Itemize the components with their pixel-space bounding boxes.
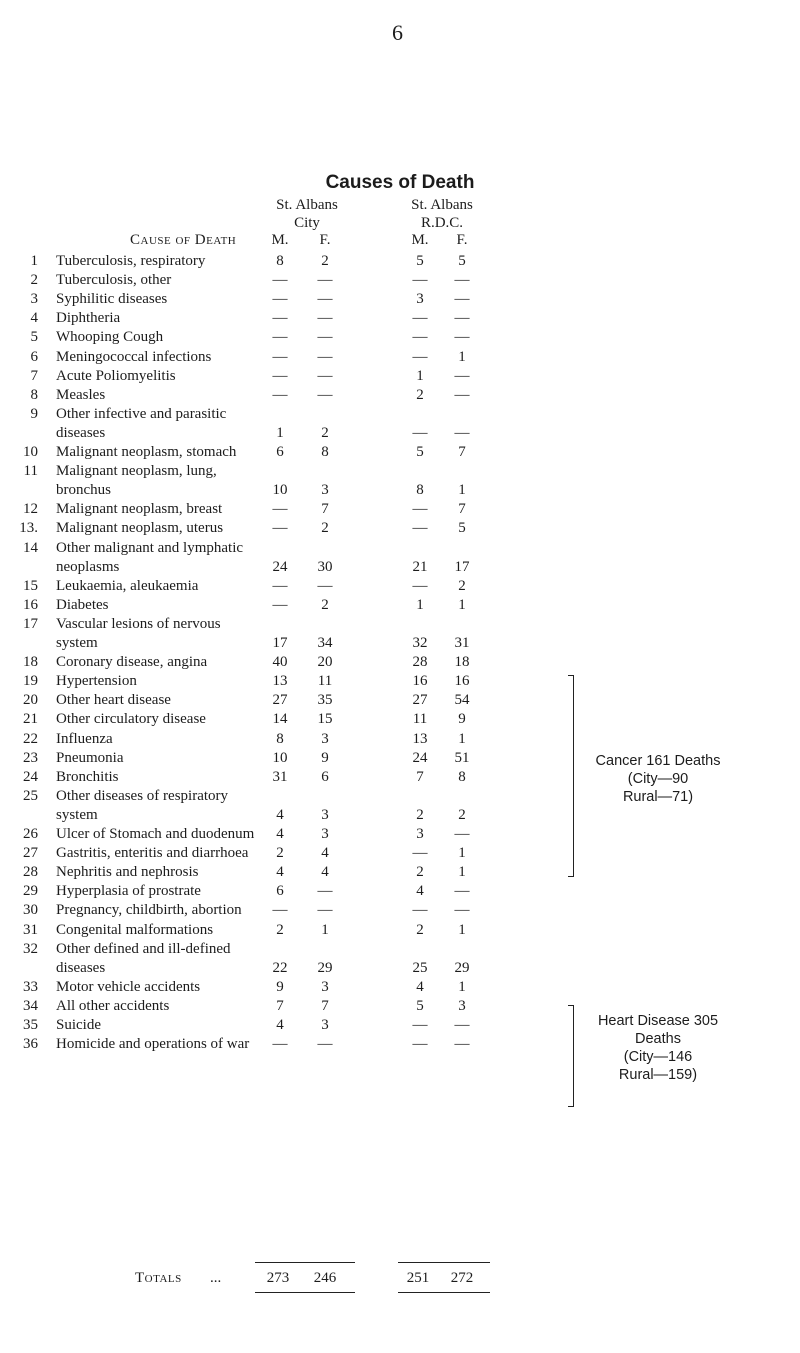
cause-column-header: Cause of Death	[130, 232, 237, 248]
row-number: 3	[30, 291, 38, 308]
row-number: 6	[30, 348, 38, 365]
cell-city-f: —	[317, 1036, 333, 1053]
page-title: Causes of Death	[325, 172, 475, 193]
cause-label: Meningococcal infections	[56, 348, 212, 365]
cause-label: Hypertension	[56, 673, 137, 690]
cell-rdc-f: 1	[458, 482, 466, 499]
heart-note-line3: (City—146	[623, 1049, 693, 1065]
cell-city-f: 3	[321, 978, 329, 995]
cell-city-m: 4	[276, 1017, 284, 1033]
cancer-note-line3: Rural—71)	[622, 789, 694, 805]
table-row	[0, 690, 800, 709]
table-row	[0, 366, 800, 385]
cell-city-f: 4	[321, 845, 329, 862]
cell-rdc-f: 1	[458, 978, 466, 995]
rdc-header	[397, 196, 487, 232]
cell-city-f: 2	[321, 253, 329, 269]
cell-city-f: 11	[317, 673, 333, 690]
totals-rdc-m: 251	[406, 1270, 430, 1286]
cell-rdc-m: —	[412, 348, 428, 365]
row-number: 13.	[19, 520, 38, 537]
row-number: 31	[23, 921, 38, 938]
cause-label: Other malignant and lymphatic	[56, 539, 244, 556]
cell-rdc-f: 18	[454, 654, 470, 671]
table-row	[0, 595, 800, 614]
row-number: 17	[23, 615, 38, 632]
cell-city-f: 1	[321, 921, 329, 938]
cell-rdc-f: 8	[458, 768, 466, 785]
cell-rdc-m: 2	[416, 386, 424, 403]
cell-city-f: —	[317, 367, 333, 384]
cell-rdc-m: 2	[416, 921, 424, 938]
cause-label: Syphilitic diseases	[56, 291, 168, 308]
cell-city-m: 9	[276, 978, 284, 995]
cell-city-m: 24	[272, 558, 288, 575]
cell-city-m: 7	[276, 997, 284, 1014]
cause-label: Gastritis, enteritis and diarrhoea	[56, 845, 249, 862]
cell-city-f: 3	[321, 806, 329, 823]
row-number: 34	[23, 997, 38, 1014]
table-row	[0, 270, 800, 289]
cell-rdc-m: —	[412, 902, 428, 919]
heart-note-line4: Rural—159)	[618, 1067, 698, 1083]
cell-city-f: —	[317, 272, 333, 289]
table-row	[0, 518, 800, 537]
cause-label: Measles	[56, 386, 106, 403]
cell-rdc-f: 17	[454, 558, 470, 575]
cell-city-f: 34	[317, 634, 333, 651]
cell-rdc-f: 1	[458, 845, 466, 862]
cell-rdc-f: 1	[458, 596, 466, 613]
row-number: 33	[23, 978, 38, 995]
cell-city-m: 31	[272, 768, 288, 785]
cell-rdc-m: —	[412, 501, 428, 518]
cell-city-f: 3	[321, 730, 329, 747]
row-number: 26	[23, 826, 38, 842]
cell-rdc-m: —	[412, 424, 428, 441]
cell-city-m: 4	[276, 826, 284, 842]
cause-label: Acute Poliomyelitis	[56, 367, 176, 384]
cell-city-m: —	[272, 272, 288, 289]
cancer-note	[578, 752, 738, 806]
cause-label-continued: bronchus	[56, 482, 111, 499]
cell-rdc-m: 28	[412, 654, 428, 671]
cell-rdc-f: 1	[458, 864, 466, 881]
cell-rdc-f: 5	[458, 520, 466, 537]
cell-city-f: 29	[317, 959, 333, 976]
cell-rdc-f: 51	[454, 749, 470, 766]
cell-city-m: 10	[272, 749, 288, 766]
cell-rdc-m: 16	[412, 673, 428, 690]
heart-note-line1: Heart Disease 305	[597, 1013, 719, 1029]
cause-label: Diphtheria	[56, 310, 121, 327]
cell-rdc-m: 8	[416, 482, 424, 499]
heart-note-line2: Deaths	[635, 1031, 681, 1047]
cause-label: All other accidents	[56, 997, 170, 1014]
row-number: 14	[23, 539, 38, 556]
cell-city-f: 3	[321, 826, 329, 842]
cell-rdc-m: 13	[412, 730, 428, 747]
cell-city-f: 2	[321, 424, 329, 441]
table-row	[0, 671, 800, 690]
cell-rdc-f: —	[454, 291, 470, 308]
cell-rdc-f: —	[454, 826, 470, 842]
cause-label: Other circulatory disease	[56, 711, 206, 728]
row-number: 28	[23, 864, 38, 881]
cell-city-m: 4	[276, 806, 284, 823]
row-number: 5	[30, 329, 38, 346]
cause-label: Malignant neoplasm, uterus	[56, 520, 224, 537]
row-number: 9	[30, 405, 38, 422]
cell-rdc-m: 5	[416, 253, 424, 269]
row-number: 27	[23, 845, 38, 862]
totals-rdc-f: 272	[450, 1270, 474, 1286]
row-number: 12	[23, 501, 38, 518]
city-m-header: M.	[271, 232, 289, 248]
cell-city-m: —	[272, 501, 288, 518]
cell-city-f: —	[317, 883, 333, 900]
cell-city-f: 7	[321, 997, 329, 1014]
cell-city-m: 2	[276, 845, 284, 862]
cell-city-f: —	[317, 329, 333, 346]
cell-city-f: —	[317, 577, 333, 594]
cause-label: Tuberculosis, respiratory	[56, 253, 206, 269]
row-number: 24	[23, 768, 38, 785]
cell-city-f: —	[317, 348, 333, 365]
cell-city-m: —	[272, 386, 288, 403]
row-number: 29	[23, 883, 38, 900]
table-row	[0, 538, 800, 576]
cell-city-f: —	[317, 902, 333, 919]
cell-rdc-m: —	[412, 845, 428, 862]
cell-rdc-f: 2	[458, 577, 466, 594]
table-row	[0, 709, 800, 728]
cell-city-f: 30	[317, 558, 333, 575]
cell-rdc-f: —	[454, 272, 470, 289]
cell-rdc-m: —	[412, 310, 428, 327]
table-row	[0, 652, 800, 671]
cell-rdc-f: 16	[454, 673, 470, 690]
cancer-note-line2: (City—90	[627, 771, 689, 787]
cell-city-m: 6	[276, 444, 284, 460]
row-number: 10	[23, 444, 38, 460]
row-number: 21	[23, 711, 38, 728]
cell-city-f: 4	[321, 864, 329, 881]
cell-rdc-f: —	[454, 1036, 470, 1053]
cell-rdc-f: —	[454, 902, 470, 919]
totals-city-f: 246	[313, 1270, 337, 1286]
row-number: 20	[23, 692, 38, 709]
cell-rdc-f: 1	[458, 921, 466, 938]
cause-label-continued: system	[56, 634, 98, 651]
cell-rdc-f: 2	[458, 806, 466, 823]
cause-label: Other infective and parasitic	[56, 405, 227, 422]
cell-rdc-f: 9	[458, 711, 466, 728]
cell-rdc-m: 25	[412, 959, 428, 976]
cell-rdc-m: 2	[416, 864, 424, 881]
cell-city-m: 1	[276, 424, 284, 441]
cancer-note-line1: Cancer 161 Deaths	[595, 753, 721, 769]
table-row	[0, 442, 800, 461]
cause-label: Influenza	[56, 730, 113, 747]
row-number: 8	[30, 386, 38, 403]
table-row	[0, 289, 800, 308]
cell-city-m: 4	[276, 864, 284, 881]
cell-rdc-m: 3	[416, 826, 424, 842]
row-number: 11	[23, 463, 38, 480]
cause-label: Coronary disease, angina	[56, 654, 208, 671]
city-header-line1: St. Albans	[276, 197, 338, 213]
city-header-line2: City	[294, 215, 320, 231]
cause-label: Malignant neoplasm, lung,	[56, 463, 217, 480]
cell-rdc-f: —	[454, 424, 470, 441]
totals-top-rule	[255, 1262, 355, 1263]
row-number: 35	[23, 1017, 38, 1033]
cell-city-m: 6	[276, 883, 284, 900]
cause-label: Other defined and ill-defined	[56, 940, 231, 957]
cause-label: Vascular lesions of nervous	[56, 615, 221, 632]
cell-city-m: —	[272, 310, 288, 327]
rdc-m-header: M.	[411, 232, 429, 248]
cell-city-m: 2	[276, 921, 284, 938]
row-number: 16	[23, 596, 38, 613]
cell-rdc-m: —	[412, 272, 428, 289]
row-number: 23	[23, 749, 38, 766]
cell-city-f: —	[317, 291, 333, 308]
cell-rdc-m: 3	[416, 291, 424, 308]
cell-city-m: —	[272, 1036, 288, 1053]
row-number: 4	[30, 310, 38, 327]
cause-label: Other heart disease	[56, 692, 171, 709]
cell-rdc-m: —	[412, 1017, 428, 1033]
row-number: 32	[23, 940, 38, 957]
cell-rdc-m: 24	[412, 749, 428, 766]
cell-city-f: 9	[321, 749, 329, 766]
cell-city-m: —	[272, 367, 288, 384]
cell-rdc-m: 1	[416, 367, 424, 384]
row-number: 7	[30, 367, 38, 384]
cell-city-m: 22	[272, 959, 288, 976]
table-row	[0, 461, 800, 499]
cell-rdc-m: 27	[412, 692, 428, 709]
cell-city-m: 8	[276, 730, 284, 747]
cause-label: Congenital malformations	[56, 921, 214, 938]
rdc-header-line2: R.D.C.	[420, 215, 464, 231]
table-row	[0, 977, 800, 996]
cell-rdc-m: 5	[416, 997, 424, 1014]
cause-label: Motor vehicle accidents	[56, 978, 201, 995]
cause-label: Pneumonia	[56, 749, 124, 766]
cell-city-f: 15	[317, 711, 333, 728]
cell-rdc-f: —	[454, 329, 470, 346]
cause-label-continued: system	[56, 806, 98, 823]
cell-rdc-f: 31	[454, 634, 470, 651]
cell-city-m: —	[272, 596, 288, 613]
cancer-bracket	[568, 675, 574, 877]
cell-city-f: —	[317, 386, 333, 403]
cell-city-m: —	[272, 348, 288, 365]
cause-label: Other diseases of respiratory	[56, 787, 229, 804]
row-number: 25	[23, 787, 38, 804]
cell-rdc-f: 54	[454, 692, 470, 709]
table-row	[0, 881, 800, 900]
cell-rdc-m: —	[412, 329, 428, 346]
cell-city-f: 3	[321, 1017, 329, 1033]
table-row	[0, 729, 800, 748]
page-number: 6	[392, 20, 403, 45]
row-number: 30	[23, 902, 38, 919]
city-f-header: F.	[319, 232, 331, 248]
cell-city-m: 10	[272, 482, 288, 499]
rdc-f-header: F.	[456, 232, 468, 248]
table-row	[0, 843, 800, 862]
cell-city-m: —	[272, 577, 288, 594]
row-number: 22	[23, 730, 38, 747]
cell-city-f: 3	[321, 482, 329, 499]
cell-city-m: —	[272, 520, 288, 537]
table-row	[0, 576, 800, 595]
cell-rdc-f: —	[454, 367, 470, 384]
row-number: 1	[30, 253, 38, 269]
cause-label: Hyperplasia of prostrate	[56, 883, 201, 900]
cell-city-m: 14	[272, 711, 288, 728]
cell-rdc-f: —	[454, 310, 470, 327]
totals-dots: ...	[210, 1270, 222, 1286]
cell-city-m: —	[272, 291, 288, 308]
cell-rdc-f: 7	[458, 444, 466, 460]
cell-rdc-m: 11	[412, 711, 428, 728]
cell-rdc-m: —	[412, 577, 428, 594]
cell-rdc-m: 5	[416, 444, 424, 460]
cell-rdc-m: —	[412, 520, 428, 537]
row-number: 36	[23, 1036, 38, 1053]
cause-label: Ulcer of Stomach and duodenum	[56, 826, 255, 842]
cause-label: Pregnancy, childbirth, abortion	[56, 902, 242, 919]
table-row	[0, 862, 800, 881]
cell-rdc-m: 1	[416, 596, 424, 613]
cell-city-m: —	[272, 329, 288, 346]
table-row	[0, 404, 800, 442]
cell-city-m: 27	[272, 692, 288, 709]
table-row	[0, 327, 800, 346]
cell-city-m: 17	[272, 634, 288, 651]
cell-city-f: 8	[321, 444, 329, 460]
cause-label: Nephritis and nephrosis	[56, 864, 199, 881]
cause-label: Whooping Cough	[56, 329, 164, 346]
cell-city-f: 2	[321, 520, 329, 537]
cause-label: Bronchitis	[56, 768, 119, 785]
table-row	[0, 251, 800, 270]
cell-rdc-m: 4	[416, 883, 424, 900]
cell-city-f: —	[317, 310, 333, 327]
cell-city-m: —	[272, 902, 288, 919]
cause-label: Diabetes	[56, 596, 109, 613]
cell-rdc-f: 1	[458, 730, 466, 747]
table-row	[0, 347, 800, 366]
cell-city-m: 40	[272, 654, 288, 671]
row-number: 18	[23, 654, 38, 671]
cause-label-continued: neoplasms	[56, 558, 120, 575]
cause-label: Malignant neoplasm, breast	[56, 501, 223, 518]
cause-label: Tuberculosis, other	[56, 272, 172, 289]
cell-rdc-f: —	[454, 1017, 470, 1033]
table-row	[0, 900, 800, 919]
city-header	[262, 196, 352, 232]
totals-bottom-rule	[255, 1292, 355, 1293]
row-number: 15	[23, 577, 38, 594]
cell-rdc-f: 5	[458, 253, 466, 269]
cell-city-f: 2	[321, 596, 329, 613]
heart-note	[583, 1012, 733, 1084]
cell-rdc-m: —	[412, 1036, 428, 1053]
cell-city-m: 8	[276, 253, 284, 269]
heart-bracket	[568, 1005, 574, 1107]
cell-rdc-f: 29	[454, 959, 470, 976]
cell-city-m: 13	[272, 673, 288, 690]
cause-label: Suicide	[56, 1017, 101, 1033]
cell-rdc-f: 3	[458, 997, 466, 1014]
cell-rdc-f: —	[454, 386, 470, 403]
cell-rdc-f: 1	[458, 348, 466, 365]
cause-label: Homicide and operations of war	[56, 1036, 250, 1053]
cause-label-continued: diseases	[56, 424, 106, 441]
totals-bottom-rule-rdc	[398, 1292, 490, 1293]
cause-label-continued: diseases	[56, 959, 106, 976]
table-row	[0, 385, 800, 404]
rdc-header-line1: St. Albans	[411, 197, 473, 213]
table-row	[0, 939, 800, 977]
cell-rdc-m: 32	[412, 634, 428, 651]
table-row	[0, 824, 800, 843]
totals-label: Totals	[135, 1270, 182, 1286]
table-row	[0, 499, 800, 518]
cell-city-f: 6	[321, 768, 329, 785]
row-number: 19	[23, 673, 38, 690]
cause-label: Leukaemia, aleukaemia	[56, 577, 199, 594]
table-row	[0, 614, 800, 652]
table-row	[0, 308, 800, 327]
cell-rdc-f: 7	[458, 501, 466, 518]
cell-rdc-m: 4	[416, 978, 424, 995]
cell-rdc-m: 2	[416, 806, 424, 823]
cell-city-f: 20	[317, 654, 333, 671]
cell-city-f: 35	[317, 692, 333, 709]
totals-city-m: 273	[266, 1270, 290, 1286]
table-row	[0, 920, 800, 939]
cell-rdc-m: 21	[412, 558, 428, 575]
row-number: 2	[30, 272, 38, 289]
cell-city-f: 7	[321, 501, 329, 518]
totals-top-rule-rdc	[398, 1262, 490, 1263]
cause-label: Malignant neoplasm, stomach	[56, 444, 237, 460]
cell-rdc-f: —	[454, 883, 470, 900]
cell-rdc-m: 7	[416, 768, 424, 785]
